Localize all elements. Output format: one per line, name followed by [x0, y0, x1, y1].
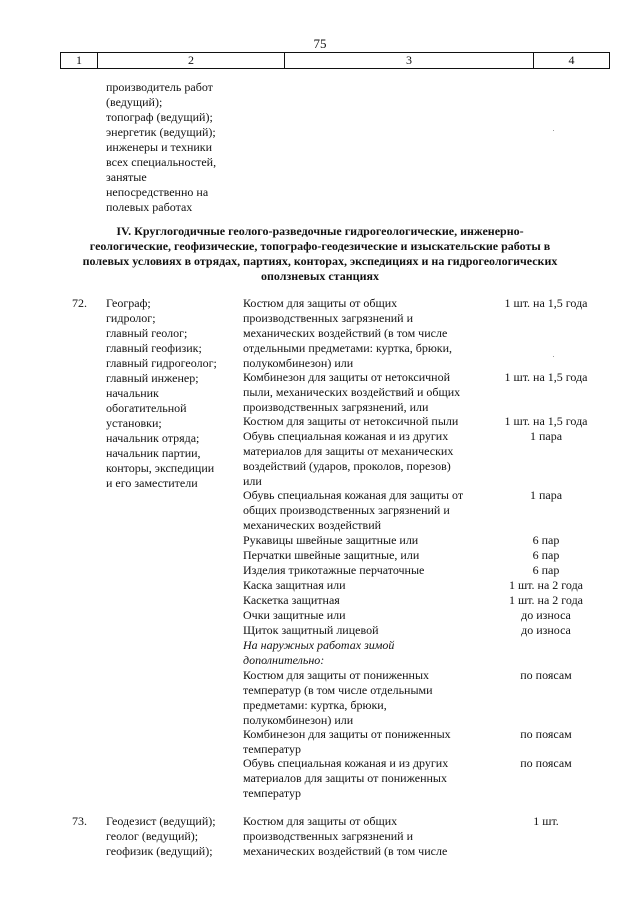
ppe-item-line: Костюм для защиты от общих	[243, 814, 398, 828]
ppe-item-line: материалов для защиты от механических	[243, 444, 454, 458]
section-title	[70, 224, 570, 284]
ppe-item	[243, 623, 493, 638]
ppe-item-line: Комбинезон для защиты от нетоксичной	[243, 370, 451, 384]
profession-line: занятые	[106, 170, 147, 184]
ppe-item-line: производственных загрязнений и	[243, 311, 414, 325]
ppe-norm: 6 пар	[532, 548, 560, 562]
profession-line: главный геофизик;	[106, 341, 202, 355]
winter-note	[243, 638, 493, 668]
ppe-item-line: материалов для защиты от пониженных	[243, 771, 447, 785]
winter-note-line: На наружных работах зимой	[243, 638, 395, 652]
ppe-item-line: механических воздействий (в том числе	[243, 844, 448, 858]
profession-line: инженеры и техники	[106, 140, 213, 154]
ppe-item	[243, 727, 493, 757]
ppe-item-line: Рукавицы швейные защитные или	[243, 533, 419, 547]
profession-line: главный геолог;	[106, 326, 188, 340]
ppe-item-line: предметами: куртка, брюки,	[243, 698, 387, 712]
ppe-norm: 6 пар	[532, 563, 560, 577]
profession-line: начальник отряда;	[106, 431, 200, 445]
column-header-1: 1	[61, 53, 98, 68]
profession-line: Геодезист (ведущий);	[106, 814, 216, 828]
profession-cell	[106, 814, 216, 859]
ppe-item-line: производственных загрязнений, или	[243, 400, 429, 414]
ppe-norm: 6 пар	[532, 533, 560, 547]
profession-line: Географ;	[106, 296, 151, 310]
profession-line: геолог (ведущий);	[106, 829, 199, 843]
ppe-norm: по поясам	[520, 756, 572, 770]
ppe-norm: 1 шт. на 1,5 года	[504, 414, 588, 428]
ppe-item-line: Обувь специальная кожаная для защиты от	[243, 488, 464, 502]
ppe-item-line: отдельными предметами: куртка, брюки,	[243, 341, 453, 355]
ppe-item-line: температур	[243, 786, 302, 800]
profession-line: конторы, экспедиции	[106, 461, 215, 475]
ppe-norm: 1 пара	[529, 488, 563, 502]
ppe-item-line: Костюм для защиты от нетоксичной пыли	[243, 414, 459, 428]
profession-line: топограф (ведущий);	[106, 110, 213, 124]
profession-line: обогатительной	[106, 401, 187, 415]
ppe-item-line: Обувь специальная кожаная и из других	[243, 756, 449, 770]
profession-line: и его заместители	[106, 476, 198, 490]
ppe-item-line: температур	[243, 742, 302, 756]
ppe-item-line: Перчатки швейные защитные, или	[243, 548, 420, 562]
ppe-item-line: Костюм для защиты от общих	[243, 296, 398, 310]
section-title-line: геологические, геофизические, топографо-геодезические и изыскательские работы в	[89, 239, 551, 253]
ppe-item-line: механических воздействий	[243, 518, 382, 532]
ppe-item-line: механических воздействий (в том числе	[243, 326, 448, 340]
profession-line: энергетик (ведущий);	[106, 125, 216, 139]
profession-line: непосредственно на	[106, 185, 209, 199]
ppe-item-line: или	[243, 474, 262, 488]
ppe-item	[243, 533, 493, 548]
profession-line: начальник	[106, 386, 159, 400]
profession-line: главный инженер;	[106, 371, 199, 385]
profession-line: полевых работах	[106, 200, 193, 214]
ppe-item-line: полукомбинезон) или	[243, 713, 354, 727]
ppe-item	[243, 608, 493, 623]
profession-cell	[106, 296, 217, 491]
ppe-item	[243, 563, 493, 578]
ppe-item-line: пыли, механических воздействий и общих	[243, 385, 461, 399]
ppe-item-line: Каска защитная или	[243, 578, 346, 592]
profession-line: главный гидрогеолог;	[106, 356, 217, 370]
ppe-item-line: температур (в том числе отдельными	[243, 683, 433, 697]
ppe-item-line: Очки защитные или	[243, 608, 346, 622]
page-number: 75	[313, 36, 327, 51]
profession-line: гидролог;	[106, 311, 156, 325]
column-header-3: 3	[285, 53, 534, 68]
profession-line: (ведущий);	[106, 95, 163, 109]
ppe-norm: 1 шт. на 1,5 года	[504, 370, 588, 384]
row-number: 73.	[72, 814, 87, 828]
ppe-norm: 1 пара	[529, 429, 563, 443]
ppe-item-line: Щиток защитный лицевой	[243, 623, 379, 637]
ppe-norm: по поясам	[520, 727, 572, 741]
column-header-2: 2	[98, 53, 285, 68]
continued-profession-cell	[106, 80, 216, 215]
column-header-4: 4	[568, 53, 575, 67]
section-title-line: полевых условиях в отрядах, партиях, конторах, экспедициях и на гидрогеологических	[82, 254, 558, 268]
ppe-norm: 1 шт. на 2 года	[508, 578, 584, 592]
ppe-norm: 1 шт. на 1,5 года	[504, 296, 588, 310]
ppe-item	[243, 593, 493, 608]
ppe-item	[243, 668, 493, 728]
ppe-item	[243, 370, 493, 415]
ppe-norm: по поясам	[520, 668, 572, 682]
profession-line: начальник партии,	[106, 446, 201, 460]
ppe-norm: до износа	[521, 608, 571, 622]
ppe-norm: 1 шт.	[533, 814, 559, 828]
ppe-item-line: Комбинезон для защиты от пониженных	[243, 727, 451, 741]
ppe-item-line: производственных загрязнений и	[243, 829, 414, 843]
ppe-item-line: Костюм для защиты от пониженных	[243, 668, 430, 682]
section-title-line: IV. Круглогодичные геолого-разведочные гидрогеологические, инженерно-	[116, 224, 524, 238]
profession-line: установки;	[106, 416, 162, 430]
ppe-item-line: Обувь специальная кожаная и из других	[243, 429, 449, 443]
profession-line: всех специальностей,	[106, 155, 217, 169]
ppe-item	[243, 296, 493, 371]
column-header-row	[60, 52, 610, 69]
ppe-item	[243, 488, 493, 533]
ppe-item	[243, 429, 493, 489]
ppe-item-line: полукомбинезон) или	[243, 356, 354, 370]
ppe-item-line: общих производственных загрязнений и	[243, 503, 450, 517]
ppe-item	[243, 414, 493, 429]
winter-note-line: дополнительно:	[243, 653, 325, 667]
ppe-item	[243, 756, 493, 801]
ppe-item	[243, 578, 493, 593]
ppe-norm: 1 шт. на 2 года	[508, 593, 584, 607]
ppe-item-line: Каскетка защитная	[243, 593, 340, 607]
profession-line: геофизик (ведущий);	[106, 844, 213, 858]
ppe-item-line: воздействий (ударов, проколов, порезов)	[243, 459, 451, 473]
ppe-item-line: Изделия трикотажные перчаточные	[243, 563, 425, 577]
ppe-norm: до износа	[521, 623, 571, 637]
row-number: 72.	[72, 296, 87, 310]
ppe-item	[243, 548, 493, 563]
ppe-item	[243, 814, 493, 859]
section-title-line: оползневых станциях	[260, 269, 379, 283]
profession-line: производитель работ	[106, 80, 213, 94]
